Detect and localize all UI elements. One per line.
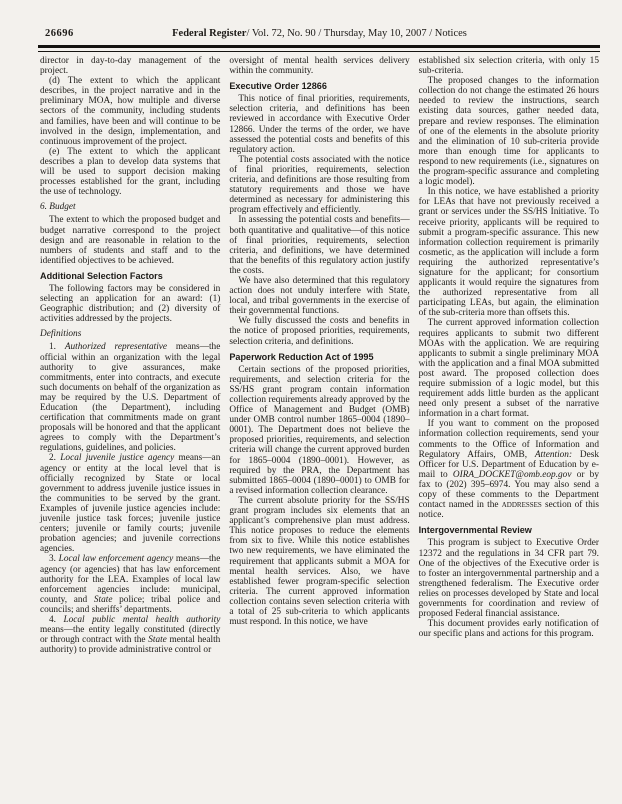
paragraph: 1. Authorized representative means—the official within an organization with the legal authority to give assurances, make commitments, enter into contracts, and execute such documents on behalf of the organization as may be required by the U.S. Department of Education (the Department), including certification that commitments made on grant proposals will be honored and that the applicant agrees to comply with the Department’s regulations, guidelines, and policies. bbox=[40, 342, 221, 454]
paragraph: (d) The extent to which the applicant describes, in the project narrative and in the preliminary MOA, how multiple and diverse sectors of the community, including students and families, have been and will continue to be involved in the design, implementation, and continuous improvement of the project. bbox=[40, 76, 221, 147]
paragraph: The current absolute priority for the SS/HS grant program includes six elements that an applicant’s comprehensive plan must address. This notice proposes to reduce the elements from six to five. While this notice establishes two new requirements, we have eliminated the requirement that applicants submit a MOA for mental health services. Also, we have established fewer program-specific selection criteria. The current approved information collection contains seven selection criteria with a total of 25 sub-criteria to which applicants must respond. In this notice, we have bbox=[229, 495, 410, 628]
paragraph: This notice of final priorities, requirements, selection criteria, and definitions has been reviewed in accordance with Executive Order 12866. Under the terms of the order, we have assessed the potential costs and benefits of this regulatory action. bbox=[229, 94, 410, 155]
paragraph: oversight of mental health services delivery within the community. bbox=[229, 56, 410, 77]
paragraph: The proposed changes to the information collection do not change the estimated 26 hours needed to review the instructions, search existing data sources, gather needed data, prepare and review responses. The elimination of one of the elements in the absolute priority and the elimination of 10 sub-criteria provide more than enough time for applicants to respond to new requirements (i.e., signatures on the program-specific assurance and completing a logic model). bbox=[418, 76, 599, 188]
section-heading: Executive Order 12866 bbox=[229, 81, 327, 92]
header-double-rule bbox=[38, 45, 600, 52]
text-columns bbox=[40, 56, 599, 804]
paragraph: In this notice, we have established a priority for LEAs that have not previously received a grant or services under the SS/HS Initiative. To receive priority, applicants will be required to submit a program-specific assurance. This new information collection requirement is primarily cosmetic, as the application will include a form requiring the authorized representative’s signature for the applicant; for consortium applicants it would require the signatures from the authorized representative from all participating LEAs, but again, the elimination of the sub-criteria more than offsets this. bbox=[418, 187, 599, 319]
paragraph: We have also determined that this regulatory action does not unduly interfere with State, local, and tribal governments in the exercise of their governmental functions. bbox=[229, 275, 410, 317]
section-heading: 6. Budget bbox=[40, 202, 76, 213]
paragraph: Certain sections of the proposed priorities, requirements, and selection criteria for the SS/HS grant program contain information collection requirements already approved by the Office of Management and Budget (OMB) under OMB control number 1865–0004 (1890–0001). The Department does not believe the proposed priorities, requirements, and selection criteria will change the current approved burden for 1865–0004 (1890–0001). However, as required by the PRA, the Department has submitted 1865–0004 (1890–0001) to OMB for a revised information collection clearance. bbox=[229, 364, 410, 496]
paragraph: In assessing the potential costs and benefits—both quantitative and qualitative—of this notice of final priorities, requirements, selection criteria, and definitions, we have determined that the benefits of this regulatory action justify the costs. bbox=[229, 215, 410, 276]
page-header bbox=[40, 28, 599, 42]
masthead-issue-info: / Vol. 72, No. 90 / Thursday, May 10, 2007 / Notices bbox=[246, 28, 467, 39]
section-heading: Paperwork Reduction Act of 1995 bbox=[229, 351, 374, 362]
paragraph: director in day-to-day management of the project. bbox=[40, 56, 221, 77]
paragraph: established six selection criteria, with only 15 sub-criteria. bbox=[418, 56, 599, 77]
masthead bbox=[40, 28, 599, 39]
column-2 bbox=[229, 56, 409, 804]
paragraph: If you want to comment on the proposed information collection requirements, send your comments to the Office of Information and Regulatory Affairs, OMB, Attention: Desk Officer for U.S. Department of Education by e-mail to OIRA_DOCKET@omb.eop.gov or by fax to (202) 395–6974. You may also send a copy of these comments to the Department contact named in the addresses section of this notice. bbox=[418, 419, 599, 521]
paragraph: The potential costs associated with the notice of final priorities, requirements, selection criteria, and definitions are those resulting from statutory requirements and those we have determined as necessary for administering this program effectively and efficiently. bbox=[229, 154, 410, 216]
section-heading: Definitions bbox=[40, 329, 82, 340]
paragraph: 3. Local law enforcement agency means—the agency (or agencies) that has law enforcement authority for the LEA. Examples of local law enforcement agencies include: municipal, county, and State police; tribal police and councils; and sheriffs’ departments. bbox=[40, 554, 221, 615]
paragraph: This document provides early notification of our specific plans and actions for this program. bbox=[418, 619, 599, 640]
section-heading: Additional Selection Factors bbox=[40, 270, 163, 281]
paragraph: 2. Local juvenile justice agency means—an agency or entity at the local level that is officially recognized by State or local government to address juvenile justice issues in the communities to be served by the grant. Examples of juvenile justice agencies include: juvenile justice task forces; juvenile justice centers; juvenile or family courts; juvenile probation agencies; and juvenile corrections agencies. bbox=[40, 453, 221, 555]
paragraph: The extent to which the proposed budget and budget narrative correspond to the project design and are reasonable in relation to the numbers of students and staff and to the identified objectives to be achieved. bbox=[40, 215, 221, 266]
paragraph: The current approved information collection requires applicants to submit two different MOAs with the application. We are requiring applicants to submit a single preliminary MOA with the application and a final MOA submitted post award. The proposed collection does require submission of a logic model, but this requirement adds little burden as the applicant need only present a subset of the narrative information in a chart format. bbox=[418, 318, 599, 420]
paragraph: We fully discussed the costs and benefits in the notice of proposed priorities, requirements, selection criteria, and definitions. bbox=[229, 316, 410, 347]
masthead-title: Federal Register bbox=[172, 28, 247, 39]
paragraph: The following factors may be considered in selecting an application for an award: (1) Geographic distribution; and (2) diversity of activities addressed by the projects. bbox=[40, 283, 221, 325]
section-heading: Intergovernmental Review bbox=[418, 525, 532, 536]
paragraph: (e) The extent to which the applicant describes a plan to develop data systems that will be used to support decision making processes established for the grant, including the use of technology. bbox=[40, 146, 221, 198]
column-3 bbox=[419, 56, 599, 804]
page-number: 26696 bbox=[45, 28, 74, 39]
paragraph: 4. Local public mental health authority means—the entity legally constituted (directly or through contract with the State mental health authority) to provide administrative control or bbox=[40, 614, 221, 656]
paragraph: This program is subject to Executive Order 12372 and the regulations in 34 CFR part 79. One of the objectives of the Executive order is to foster an intergovernmental partnership and a strengthened federalism. The Executive order relies on processes developed by State and local governments for coordination and review of proposed Federal financial assistance. bbox=[418, 538, 599, 620]
column-1 bbox=[40, 56, 220, 804]
